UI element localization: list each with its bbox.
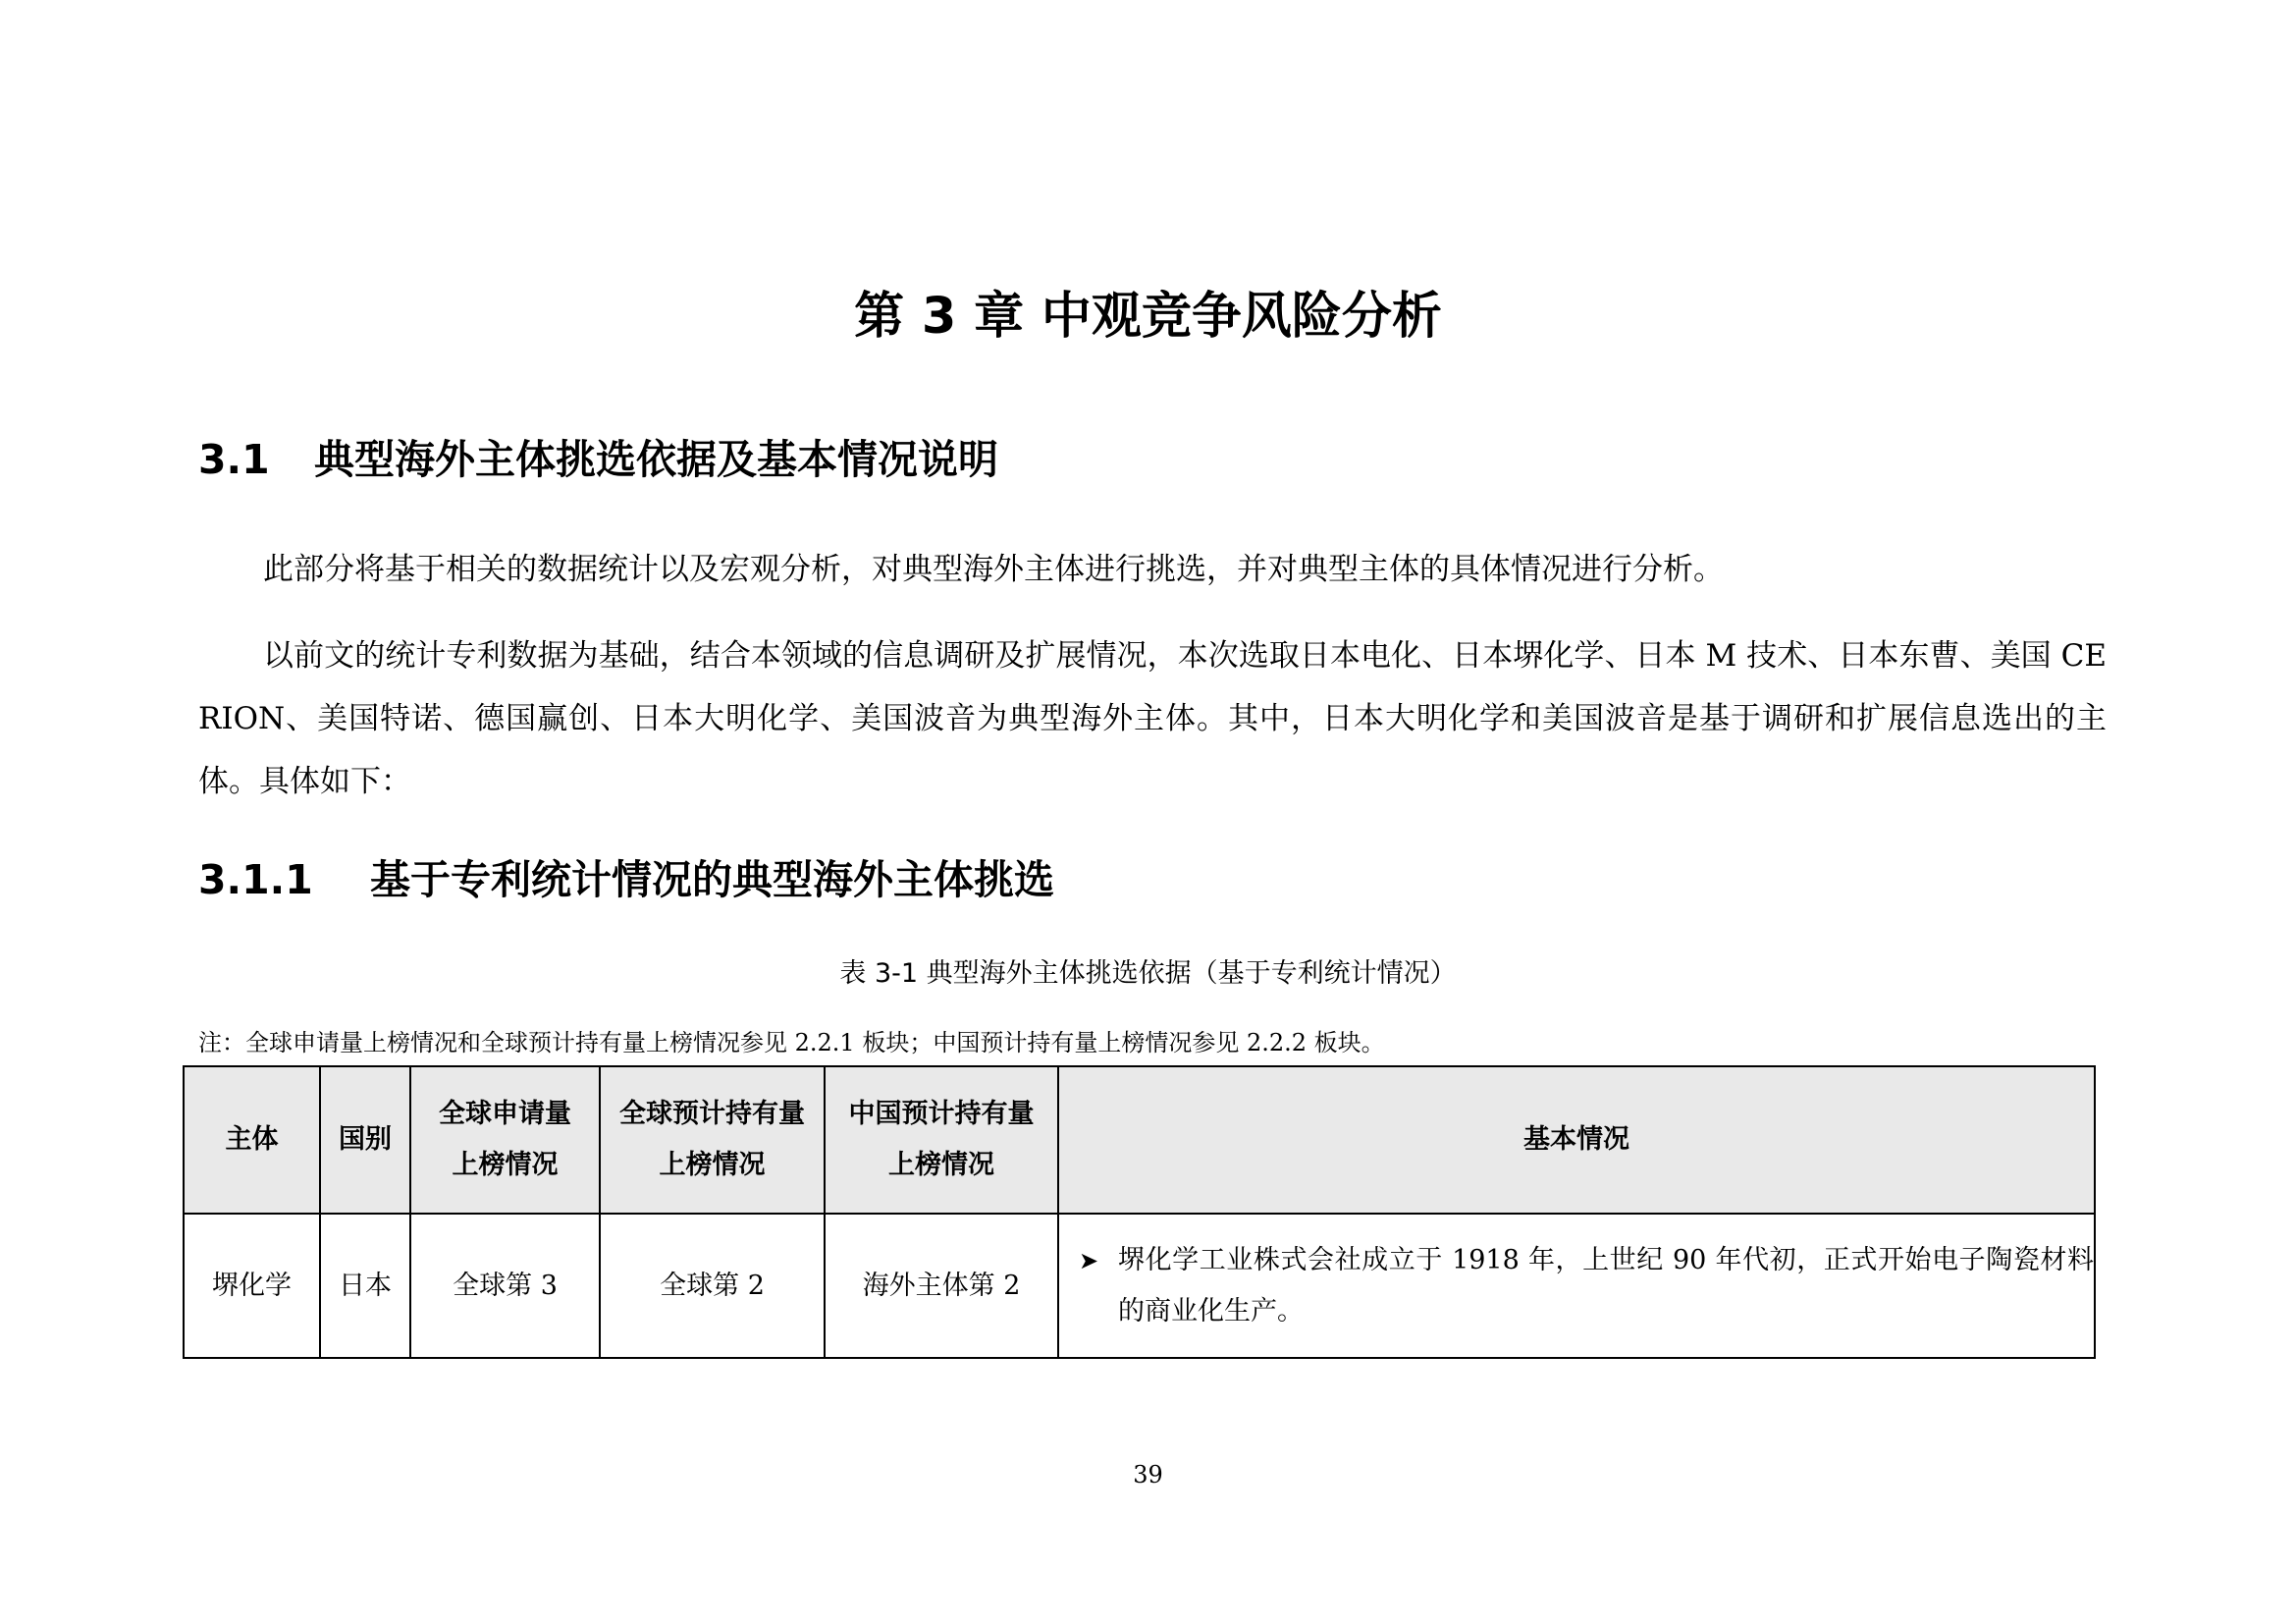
cell-global-apply: 全球第 3 (410, 1214, 600, 1358)
chapter-title: 第 3 章 中观竞争风险分析 (854, 288, 1442, 346)
header-global-hold-line2: 上榜情况 (659, 1150, 766, 1180)
header-country: 国别 (320, 1066, 410, 1214)
subsection-title: 基于专利统计情况的典型海外主体挑选 (370, 856, 1054, 903)
paragraph-intro: 此部分将基于相关的数据统计以及宏观分析，对典型海外主体进行挑选，并对典型主体的具体情况进行分析。 (263, 552, 1724, 587)
cell-global-hold: 全球第 2 (600, 1214, 825, 1358)
header-global-apply-line2: 上榜情况 (452, 1150, 559, 1180)
table-note: 注：全球申请量上榜情况和全球预计持有量上榜情况参见 2.2.1 板块；中国预计持有量上榜情况参见 2.2.2 板块。 (198, 1029, 1385, 1056)
table-row (184, 1214, 2095, 1358)
cell-entity: 堺化学 (184, 1214, 320, 1358)
header-global-hold (600, 1066, 825, 1214)
table-header-row (184, 1066, 2095, 1214)
header-china-hold-line2: 上榜情况 (888, 1150, 994, 1180)
arrow-bullet-icon: ➤ (1078, 1246, 1099, 1274)
cell-basic-info (1058, 1214, 2095, 1358)
cell-country: 日本 (320, 1214, 410, 1358)
entity-selection-table (183, 1065, 2096, 1359)
section-heading-3-1-1 (198, 852, 1054, 907)
page-number: 39 (1133, 1461, 1163, 1489)
section-number: 3.1 (198, 436, 270, 483)
table-caption: 表 3-1 典型海外主体挑选依据（基于专利统计情况） (839, 958, 1457, 989)
header-global-apply (410, 1066, 600, 1214)
header-global-hold-line1: 全球预计持有量 (619, 1099, 805, 1129)
header-global-apply-line1: 全球申请量 (439, 1099, 571, 1129)
paragraph-selection: 以前文的统计专利数据为基础，结合本领域的信息调研及扩展情况，本次选取日本电化、日本堺化学、日本 M 技术、日本东曹、美国 CERION、美国特诺、德国赢创、日本大明化学、美国波音为典型海外主体。其中，日本大明化学和美国波音是基于调研和扩展信息选出的主体。具体如下： (198, 638, 2107, 799)
bullet-item (1059, 1235, 2094, 1337)
subsection-number: 3.1.1 (198, 856, 313, 903)
header-china-hold (825, 1066, 1058, 1214)
section-title: 典型海外主体挑选依据及基本情况说明 (314, 436, 998, 483)
section-heading-3-1 (198, 432, 998, 487)
header-china-hold-line1: 中国预计持有量 (848, 1099, 1035, 1129)
cell-china-hold: 海外主体第 2 (825, 1214, 1058, 1358)
header-basic-info: 基本情况 (1058, 1066, 2095, 1214)
header-entity: 主体 (184, 1066, 320, 1214)
bullet-text: 堺化学工业株式会社成立于 1918 年，上世纪 90 年代初，正式开始电子陶瓷材料的商业化生产。 (1118, 1244, 2094, 1326)
